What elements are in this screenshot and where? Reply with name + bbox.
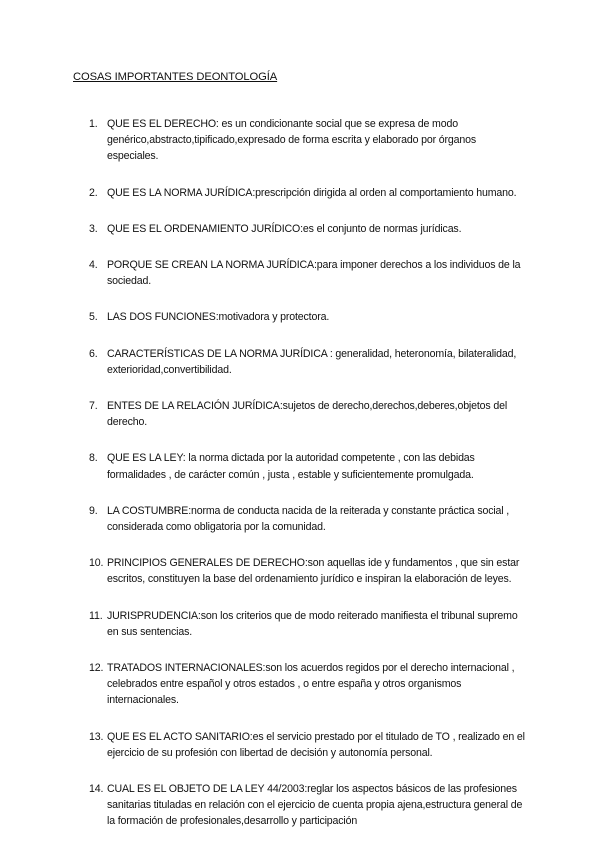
list-item: [90, 450, 530, 482]
item-text: QUE ES EL DERECHO: es un condicionante social que se expresa de modo genérico,abstracto,tipificado,expresado de forma escrita y elaborado por órganos especiales.: [107, 118, 477, 163]
item-number: 7.: [89, 400, 98, 413]
item-number: 2.: [89, 186, 98, 199]
item-text: PRINCIPIOS GENERALES DE DERECHO:son aquellas ide y fundamentos , que sin estar escritos, constituyen la base del ordenamiento jurídico e inspiran la elaboración de leyes.: [107, 557, 520, 586]
list-item: [90, 398, 530, 430]
list-item: [90, 116, 530, 165]
item-text: CUAL ES EL OBJETO DE LA LEY 44/2003:reglar los aspectos básicos de las profesiones sanitarias tituladas en relación con el ejercicio de cuenta propia ajena,estructura general de la formación de profesionales,desarrollo y participación: [107, 783, 523, 828]
item-number: 14.: [89, 783, 104, 796]
list-item: [90, 555, 530, 587]
list-item: [90, 221, 530, 237]
item-number: 3.: [89, 222, 98, 235]
item-text: JURISPRUDENCIA:son los criterios que de modo reiterado manifiesta el tribunal supremo en sus sentencias.: [107, 609, 518, 638]
item-number: 8.: [89, 452, 98, 465]
item-number: 1.: [89, 118, 98, 130]
item-number: 6.: [89, 347, 98, 360]
item-number: 9.: [89, 504, 98, 517]
list-item: [90, 309, 530, 325]
item-text: TRATADOS INTERNACIONALES:son los acuerdos regidos por el derecho internacional , celebrados entre español y otros estados , o entre españa y otros organismos internacionales.: [107, 662, 515, 707]
list-item: [90, 781, 530, 830]
item-number: 12.: [89, 662, 104, 675]
item-number: 5.: [89, 311, 98, 324]
item-text: PORQUE SE CREAN LA NORMA JURÍDICA:para imponer derechos a los individuos de la sociedad.: [107, 259, 521, 288]
item-number: 4.: [89, 259, 98, 272]
item-text: LAS DOS FUNCIONES:motivadora y protectora.: [107, 311, 330, 324]
item-text: QUE ES EL ORDENAMIENTO JURÍDICO:es el conjunto de normas jurídicas.: [107, 222, 462, 235]
list-item: [90, 660, 530, 709]
item-number: 11.: [89, 609, 103, 622]
numbered-list: [90, 116, 530, 850]
list-item: [90, 503, 530, 535]
item-number: 10.: [89, 557, 104, 570]
item-text: LA COSTUMBRE:norma de conducta nacida de la reiterada y constante práctica social , considerada como obligatoria por la comunidad.: [107, 504, 510, 534]
item-text: CARACTERÍSTICAS DE LA NORMA JURÍDICA : generalidad, heteronomía, bilateralidad, exterioridad,convertibilidad.: [107, 347, 517, 376]
item-text: QUE ES EL ACTO SANITARIO:es el servicio prestado por el titulado de TO , realizado en el ejercicio de su profesión con libertad de decisión y autonomía personal.: [107, 730, 525, 759]
item-text: ENTES DE LA RELACIÓN JURÍDICA:sujetos de derecho,derechos,deberes,objetos del derecho.: [107, 400, 508, 429]
document-title: COSAS IMPORTANTES DEONTOLOGÍA: [73, 71, 278, 83]
list-item: [90, 608, 530, 640]
list-item: [90, 346, 530, 378]
item-text: QUE ES LA NORMA JURÍDICA:prescripción dirigida al orden al comportamiento humano.: [107, 186, 517, 199]
list-item: [90, 185, 530, 201]
list-item: [90, 729, 530, 761]
item-text: QUE ES LA LEY: la norma dictada por la autoridad competente , con las debidas formalidades , de carácter común , justa , estable y suficientemente promulgada.: [107, 452, 475, 481]
item-number: 13.: [89, 730, 104, 743]
list-item: [90, 257, 530, 289]
